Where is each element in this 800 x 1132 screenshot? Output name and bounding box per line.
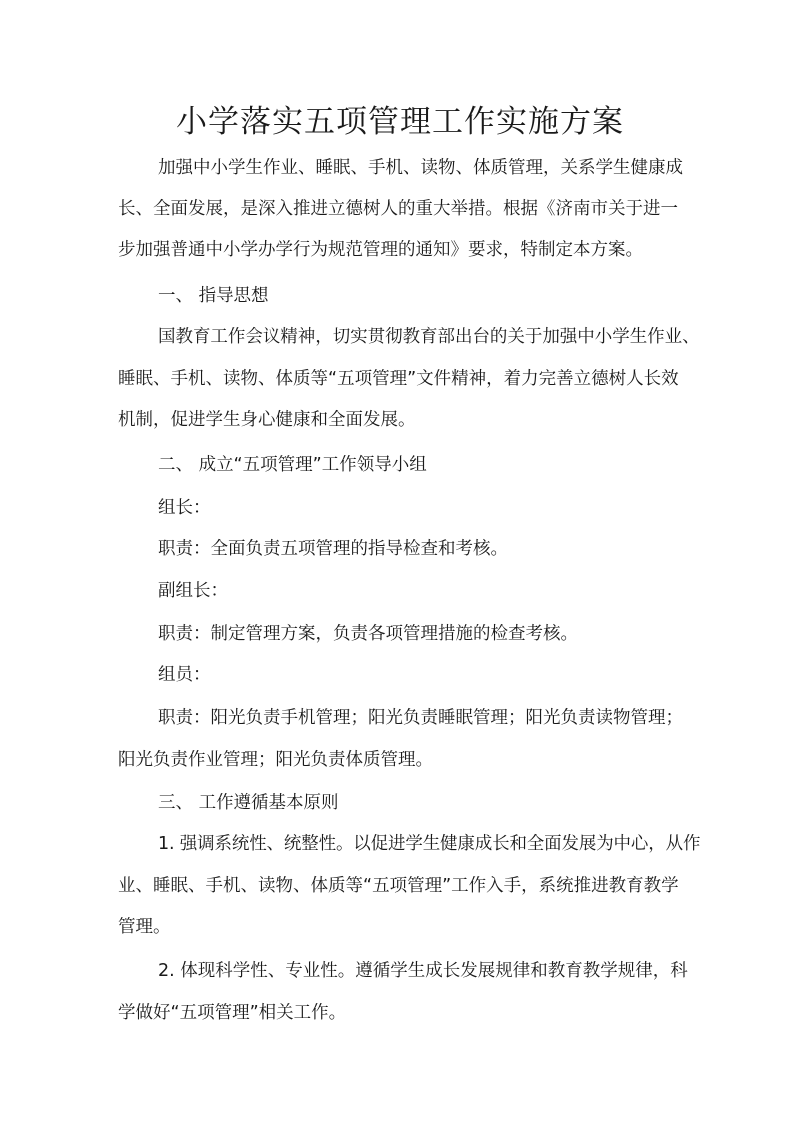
intro-line-3: 步加强普通中小学办学行为规范管理的通知》要求，特制定本方案。 xyxy=(118,240,643,260)
document-title: 小学落实五项管理工作实施方案 xyxy=(176,104,624,140)
intro-line-2: 长、全面发展，是深入推进立德树人的重大举措。根据《济南市关于进一 xyxy=(118,199,678,219)
members-duty-line-1: 职责：阳光负责手机管理；阳光负责睡眠管理；阳光负责读物管理； xyxy=(158,708,683,728)
members-duty-line-2: 阳光负责作业管理；阳光负责体质管理。 xyxy=(118,750,433,770)
principle-1-line-3: 管理。 xyxy=(118,917,171,937)
members-label: 组员： xyxy=(158,665,211,685)
principle-2-line-2: 学做好“五项管理”相关工作。 xyxy=(118,1003,347,1023)
principle-2-line-1: 2. 体现科学性、专业性。遵循学生成长发展规律和教育教学规律，科 xyxy=(158,961,688,981)
principle-1-line-2: 业、睡眠、手机、读物、体质等“五项管理”工作入手，系统推进教育教学 xyxy=(118,876,679,896)
deputy-label: 副组长： xyxy=(158,581,228,601)
section-2-heading: 二、 成立“五项管理”工作领导小组 xyxy=(158,455,427,475)
principle-1-line-1: 1. 强调系统性、统整性。以促进学生健康成长和全面发展为中心，从作 xyxy=(158,834,701,854)
section-1-line-3: 机制，促进学生身心健康和全面发展。 xyxy=(118,410,416,430)
section-1-line-1: 国教育工作会议精神，切实贯彻教育部出台的关于加强中小学生作业、 xyxy=(158,327,700,347)
section-1-line-2: 睡眠、手机、读物、体质等“五项管理”文件精神，着力完善立德树人长效 xyxy=(118,369,679,389)
intro-line-1: 加强中小学生作业、睡眠、手机、读物、体质管理，关系学生健康成 xyxy=(158,158,683,178)
section-3-heading: 三、 工作遵循基本原则 xyxy=(158,793,339,813)
section-1-heading: 一、 指导思想 xyxy=(158,286,269,306)
leader-label: 组长： xyxy=(158,498,211,518)
leader-duty: 职责：全面负责五项管理的指导检查和考核。 xyxy=(158,539,508,559)
deputy-duty: 职责：制定管理方案，负责各项管理措施的检查考核。 xyxy=(158,624,578,644)
